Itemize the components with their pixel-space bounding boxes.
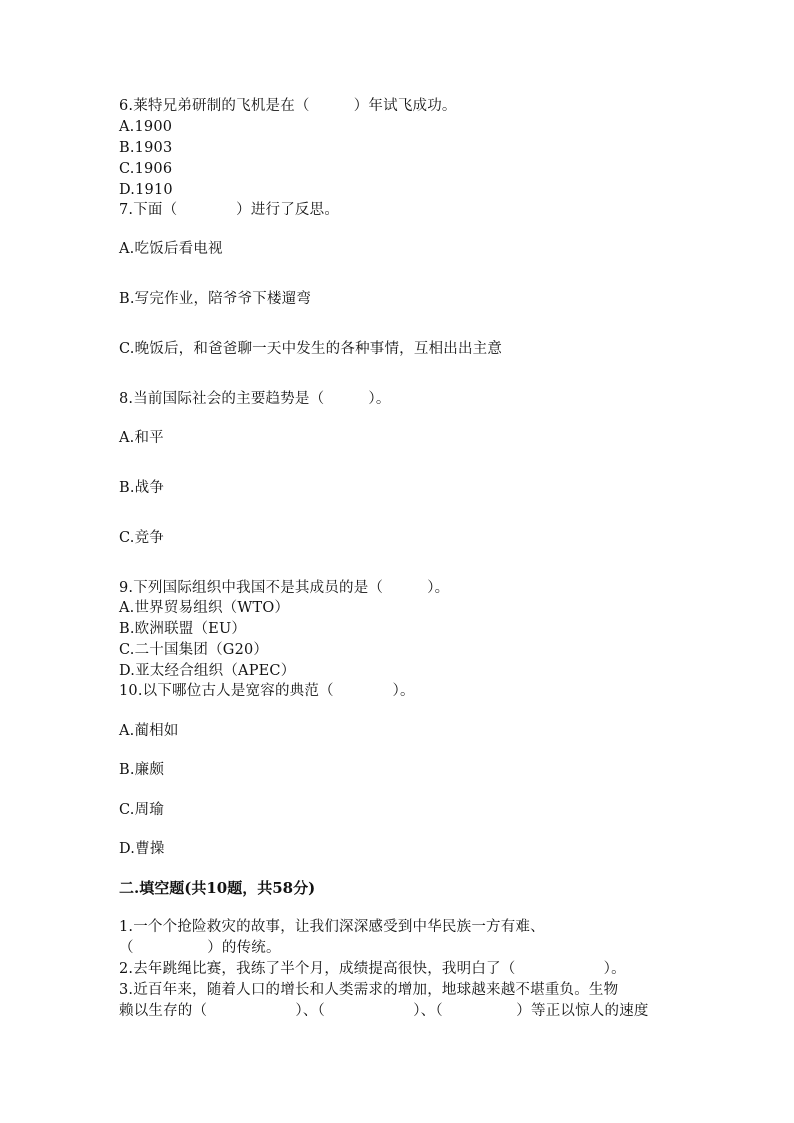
question-10-option-c: C.周瑜 (119, 802, 164, 818)
section-2-title: 二.填空题(共10题，共58分) (119, 879, 316, 897)
fill-item-3-line-2: 赖以生存的（ ）、（ ）、（ ）等正以惊人的速度 (119, 1003, 649, 1019)
question-8-option-c: C.竞争 (119, 530, 164, 546)
question-7-option-c: C.晚饭后，和爸爸聊一天中发生的各种事情，互相出出主意 (119, 341, 503, 357)
question-6-stem: 6.莱特兄弟研制的飞机是在（ ）年试飞成功。 (119, 98, 457, 114)
question-9-option-b: B.欧洲联盟（EU） (119, 621, 247, 637)
question-7-option-b: B.写完作业，陪爷爷下楼遛弯 (119, 291, 312, 307)
question-8-stem: 8.当前国际社会的主要趋势是（ ）。 (119, 391, 391, 407)
question-10-stem: 10.以下哪位古人是宽容的典范（ ）。 (119, 683, 415, 699)
question-9-option-a: A.世界贸易组织（WTO） (119, 600, 290, 616)
question-8-option-a: A.和平 (119, 430, 164, 446)
question-6-option-d: D.1910 (119, 182, 173, 198)
question-6-option-a: A.1900 (119, 119, 173, 135)
question-8-option-b: B.战争 (119, 480, 165, 496)
question-7-option-a: A.吃饭后看电视 (119, 241, 223, 257)
fill-item-1-line-1: 1.一个个抢险救灾的故事，让我们深深感受到中华民族一方有难、 (119, 919, 545, 935)
question-10-option-a: A.蔺相如 (119, 723, 179, 739)
question-10-option-d: D.曹操 (119, 841, 165, 857)
question-10-option-b: B.廉颇 (119, 762, 165, 778)
question-6-option-c: C.1906 (119, 161, 173, 177)
fill-item-1-line-2: （ ）的传统。 (119, 940, 281, 956)
question-7-stem: 7.下面（ ）进行了反思。 (119, 202, 340, 218)
question-9-option-d: D.亚太经合组织（APEC） (119, 663, 296, 679)
question-6-option-b: B.1903 (119, 140, 173, 156)
question-9-stem: 9.下列国际组织中我国不是其成员的是（ ）。 (119, 580, 450, 596)
fill-item-3-line-1: 3.近百年来，随着人口的增长和人类需求的增加，地球越来越不堪重负。生物 (119, 982, 619, 998)
question-9-option-c: C.二十国集团（G20） (119, 642, 269, 658)
fill-item-2-line-1: 2.去年跳绳比赛，我练了半个月，成绩提高很快，我明白了（ ）。 (119, 961, 626, 977)
